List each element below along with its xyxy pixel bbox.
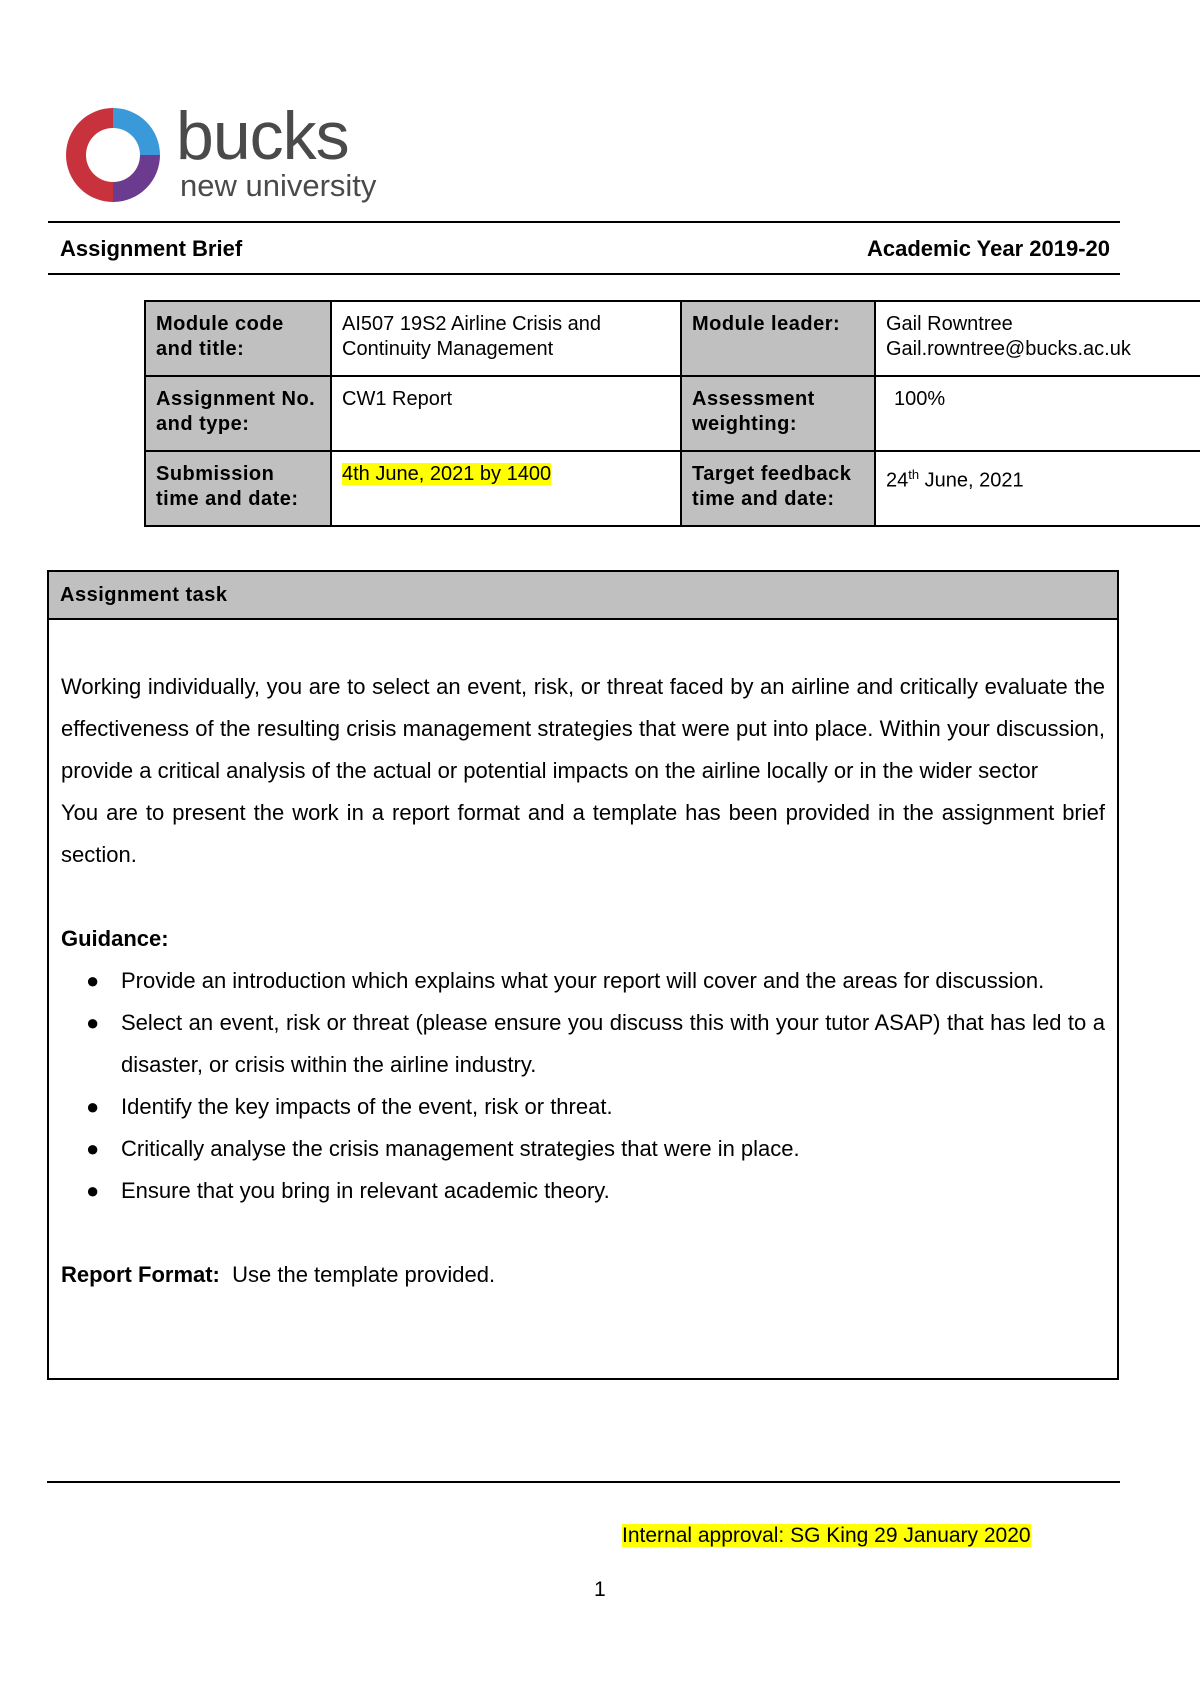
- submission-label: Submission time and date:: [145, 451, 331, 526]
- module-code-value: AI507 19S2 Airline Crisis and Continuity Management: [331, 301, 681, 376]
- feedback-suffix: th: [908, 467, 920, 482]
- bullet-icon: ●: [86, 1094, 100, 1119]
- feedback-rest: June, 2021: [919, 469, 1024, 492]
- university-logo: [58, 100, 378, 212]
- bullet-icon: ●: [86, 968, 100, 993]
- weighting-value: 100%: [875, 376, 1200, 451]
- guidance-item: [86, 960, 1105, 1002]
- bullet-icon: ●: [86, 1178, 100, 1203]
- module-leader-label: Module leader:: [681, 301, 875, 376]
- bullet-icon: ●: [86, 1136, 100, 1161]
- guidance-item-text: Identify the key impacts of the event, risk or threat.: [121, 1094, 613, 1119]
- guidance-item: [86, 1170, 1105, 1212]
- header-bottom-rule: [48, 273, 1120, 275]
- assignment-type-value: CW1 Report: [331, 376, 681, 451]
- logo-wordmark: bucks: [176, 98, 349, 174]
- internal-approval: [622, 1524, 1031, 1548]
- task-heading: Assignment task: [49, 572, 1117, 620]
- report-format: [61, 1254, 1105, 1296]
- logo-subtitle: new university: [180, 168, 377, 203]
- task-body: [49, 620, 1117, 1296]
- assignment-type-label: Assignment No. and type:: [145, 376, 331, 451]
- module-info-table: [144, 300, 1200, 527]
- guidance-item-text: Ensure that you bring in relevant academic theory.: [121, 1178, 610, 1203]
- guidance-list: [61, 960, 1105, 1212]
- guidance-title: Guidance:: [61, 926, 169, 951]
- report-format-value: Use the template provided.: [232, 1262, 496, 1287]
- guidance-item: [86, 1086, 1105, 1128]
- swirl-logo-icon: [58, 100, 168, 210]
- module-leader-value: [875, 301, 1200, 376]
- bullet-icon: ●: [86, 1010, 100, 1035]
- module-leader-name: Gail Rowntree: [886, 313, 1013, 335]
- weighting-label: Assessment weighting:: [681, 376, 875, 451]
- internal-approval-text: Internal approval: SG King 29 January 2020: [622, 1524, 1031, 1547]
- submission-cell: [331, 451, 681, 526]
- report-format-label: Report Format:: [61, 1262, 220, 1287]
- guidance-item-text: Critically analyse the crisis management strategies that were in place.: [121, 1136, 800, 1161]
- module-leader-email: Gail.rowntree@bucks.ac.uk: [886, 338, 1131, 360]
- task-paragraph-1: Working individually, you are to select an event, risk, or threat faced by an airline and critically evaluate the effectiveness of the resulting crisis management strategies that were put into place. Within your discussion, provide a critical analysis of the actual or potential impacts on the airline locally or in the wider sector: [61, 674, 1105, 783]
- page-number: 1: [594, 1578, 606, 1601]
- feedback-label: Target feedback time and date:: [681, 451, 875, 526]
- academic-year: Academic Year 2019-20: [867, 236, 1110, 261]
- guidance-item: [86, 1002, 1105, 1086]
- feedback-day: 24: [886, 469, 909, 492]
- task-paragraph-2: You are to present the work in a report format and a template has been provided in the assignment brief section.: [61, 800, 1105, 867]
- assignment-task-box: [47, 570, 1119, 1380]
- footer-rule: [47, 1481, 1120, 1483]
- guidance-item-text: Provide an introduction which explains what your report will cover and the areas for discussion.: [121, 968, 1045, 993]
- guidance-item: [86, 1128, 1105, 1170]
- document-title: Assignment Brief: [60, 236, 243, 261]
- guidance-item-text: Select an event, risk or threat (please ensure you discuss this with your tutor ASAP) that has led to a disaster, or crisis within the airline industry.: [121, 1010, 1105, 1077]
- submission-value: 4th June, 2021 by 1400: [342, 463, 552, 485]
- header-top-rule: [48, 221, 1120, 223]
- feedback-value: [875, 451, 1200, 526]
- module-code-label: Module code and title:: [145, 301, 331, 376]
